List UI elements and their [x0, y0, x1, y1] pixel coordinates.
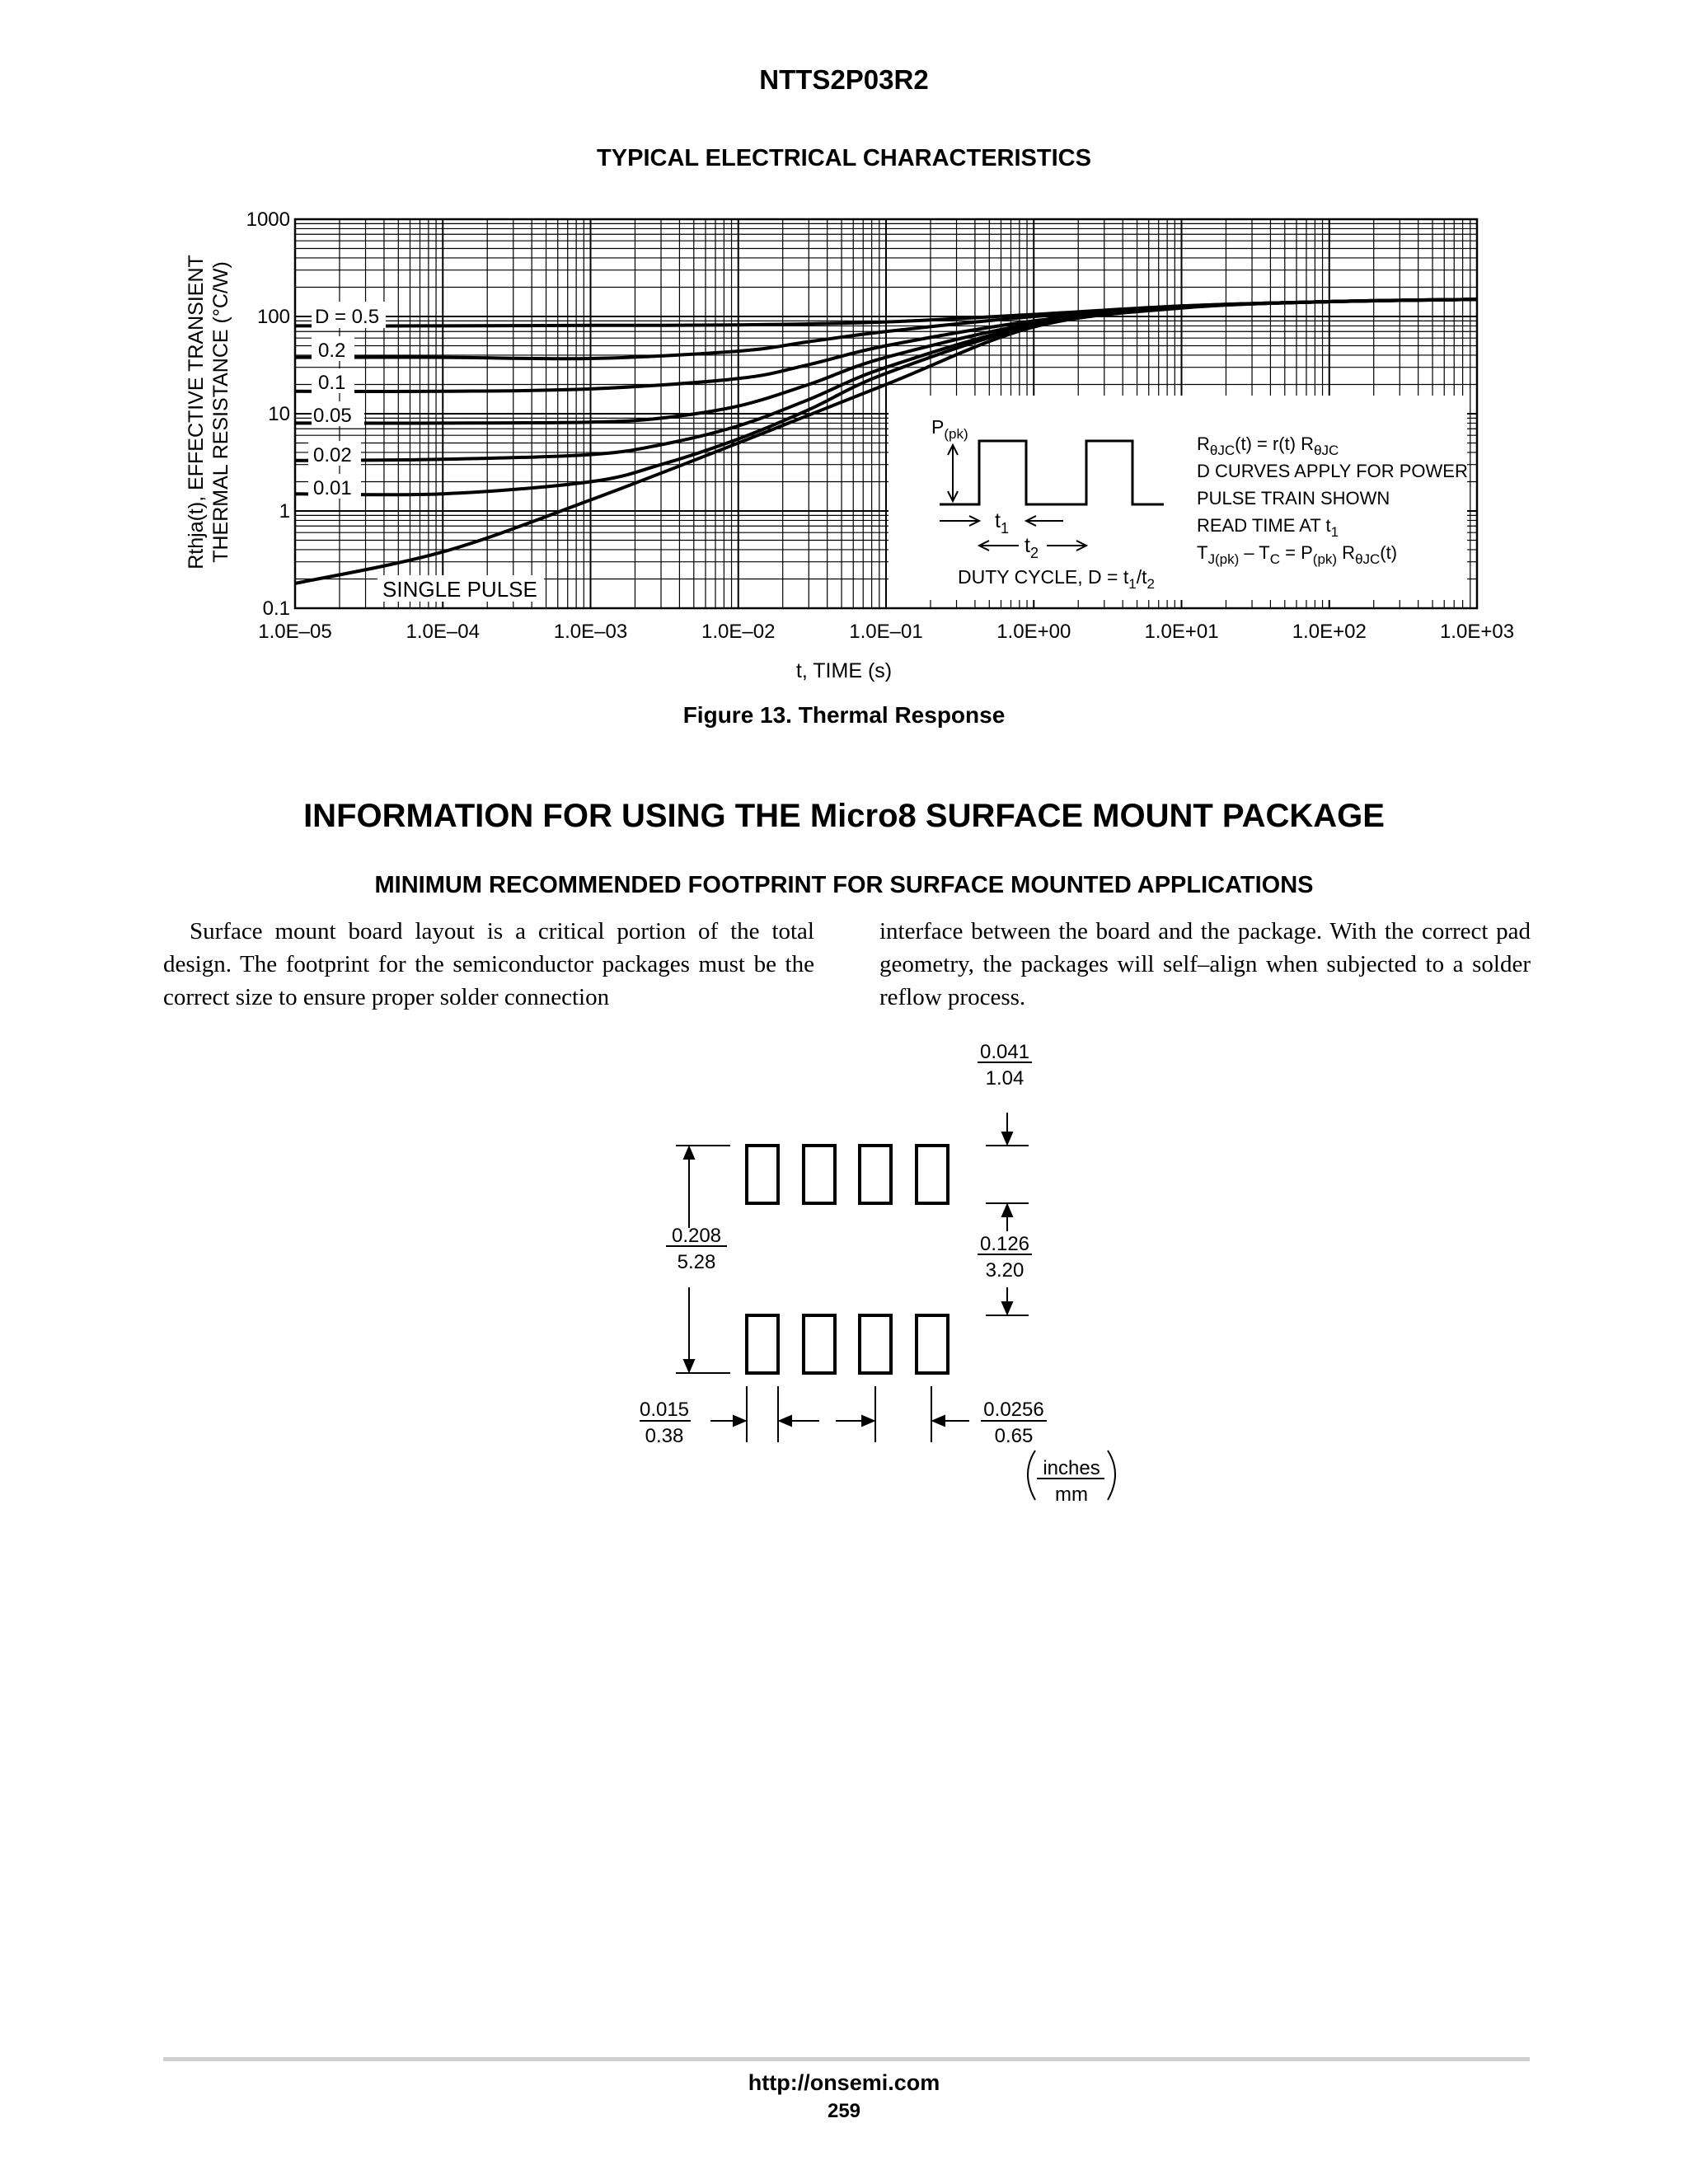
pad-width-mm: 1.04 [985, 1067, 1025, 1090]
pad-bottom-1 [747, 1315, 778, 1373]
svg-text:t2: $t_2$ [1025, 534, 1039, 561]
y-axis-title-line1: Rthja(t), EFFECTIVE TRANSIENT [185, 255, 208, 569]
overall-inches: 0.208 [671, 1225, 722, 1247]
pad-top-2 [804, 1146, 835, 1203]
series-label-d01: 0.1 [318, 372, 346, 394]
y-axis-title-line2: THERMAL RESISTANCE (°C/W) [209, 261, 232, 563]
pad-spacing-inches: 0.015 [639, 1399, 690, 1421]
x-tick-label: 1.0E+03 [1439, 621, 1515, 643]
x-tick-label: 1.0E–02 [701, 621, 776, 643]
overall-mm: 5.28 [677, 1251, 716, 1273]
page-number: 259 [827, 2100, 861, 2122]
pad-spacing-mm: 0.38 [645, 1425, 684, 1447]
figure-caption: Figure 13. Thermal Response [682, 702, 1006, 728]
package-section-title: INFORMATION FOR USING THE Micro8 SURFACE MOUNT PACKAGE [303, 798, 1385, 834]
footprint-subtitle: MINIMUM RECOMMENDED FOOTPRINT FOR SURFACE MOUNTED APPLICATIONS [374, 872, 1314, 898]
pad-top-3 [860, 1146, 891, 1203]
series-label-d002: 0.02 [313, 444, 352, 466]
x-tick-label: 1.0E+00 [996, 621, 1071, 643]
units-top: inches [1043, 1457, 1100, 1479]
y-tick-label: 10 [268, 403, 290, 425]
svg-text:READ TIME AT t1: READ TIME AT $t_1$ [1197, 515, 1339, 540]
section-title: TYPICAL ELECTRICAL CHARACTERISTICS [597, 145, 1091, 171]
svg-text:PULSE TRAIN SHOWN: PULSE TRAIN SHOWN [1197, 488, 1390, 509]
thermal-response-chart [0, 0, 1688, 742]
x-axis-title: t, TIME (s) [795, 659, 893, 682]
svg-text:P(pk): $P_{(pk)}$ [931, 416, 968, 442]
footprint-pads [747, 1146, 948, 1373]
svg-text:RθJC(t) = r(t) RθJC: $R_{\theta JC}(t) = r(t)$ $R_{\theta JC}$ [1197, 434, 1339, 458]
pad-top-1 [747, 1146, 778, 1203]
series-label-d05: D = 0.5 [315, 306, 380, 328]
x-tick-label: 1.0E–01 [849, 621, 923, 643]
y-tick-label: 0.1 [262, 598, 290, 620]
series-label-d005: 0.05 [313, 405, 352, 427]
y-tick-label: 1000 [246, 209, 290, 231]
x-tick-label: 1.0E–05 [258, 621, 332, 643]
pad-top-4 [917, 1146, 948, 1203]
units-bottom: mm [1055, 1483, 1088, 1506]
svg-text:TJ(pk) – TC = P(pk) RθJC(t): $T_{J(pk)} - T_C = P_{(pk)}$ $R_{\theta JC}(t)$ [1197, 542, 1398, 567]
svg-text:DUTY CYCLE, D = t1/t2: DUTY CYCLE, $D = t_1/t_2$ [958, 566, 1155, 592]
pad-bottom-2 [804, 1315, 835, 1373]
body-text-right: interface between the board and the package. With the correct pad geometry, the packages will self–align when subjected to a solder reflow process. [879, 918, 1531, 1010]
y-tick-label: 100 [256, 306, 290, 328]
x-tick-label: 1.0E+02 [1292, 621, 1367, 643]
footer-divider [163, 2057, 1530, 2061]
footer-url: http://onsemi.com [748, 2070, 940, 2095]
x-tick-label: 1.0E–03 [553, 621, 628, 643]
dimension-labels [640, 1041, 1100, 1506]
series-label-d001: 0.01 [313, 477, 352, 499]
pad-width-inches: 0.041 [979, 1041, 1030, 1063]
pitch-mm: 0.65 [994, 1425, 1034, 1447]
body-text-left: Surface mount board layout is a critical portion of the total design. The footprint for the semiconductor packages must be the correct size to ensure proper solder connection [163, 918, 814, 1010]
gap-mm: 3.20 [985, 1259, 1025, 1282]
document-part-number: NTTS2P03R2 [759, 64, 929, 95]
pad-bottom-4 [917, 1315, 948, 1373]
pad-bottom-3 [860, 1315, 891, 1373]
series-label-single-pulse: SINGLE PULSE [382, 577, 537, 602]
series-label-d02: 0.2 [318, 340, 346, 362]
pitch-inches: 0.0256 [983, 1399, 1044, 1421]
x-tick-label: 1.0E–04 [406, 621, 480, 643]
footprint-diagram [0, 1030, 1688, 1525]
svg-text:D CURVES APPLY FOR POWER: D CURVES APPLY FOR POWER [1197, 461, 1468, 481]
svg-text:t1: $t_1$ [995, 509, 1009, 537]
units-bracket-right [1108, 1451, 1115, 1500]
y-tick-label: 1 [279, 500, 290, 523]
units-bracket-left [1028, 1451, 1035, 1500]
gap-inches: 0.126 [979, 1233, 1030, 1255]
x-tick-label: 1.0E+01 [1144, 621, 1219, 643]
